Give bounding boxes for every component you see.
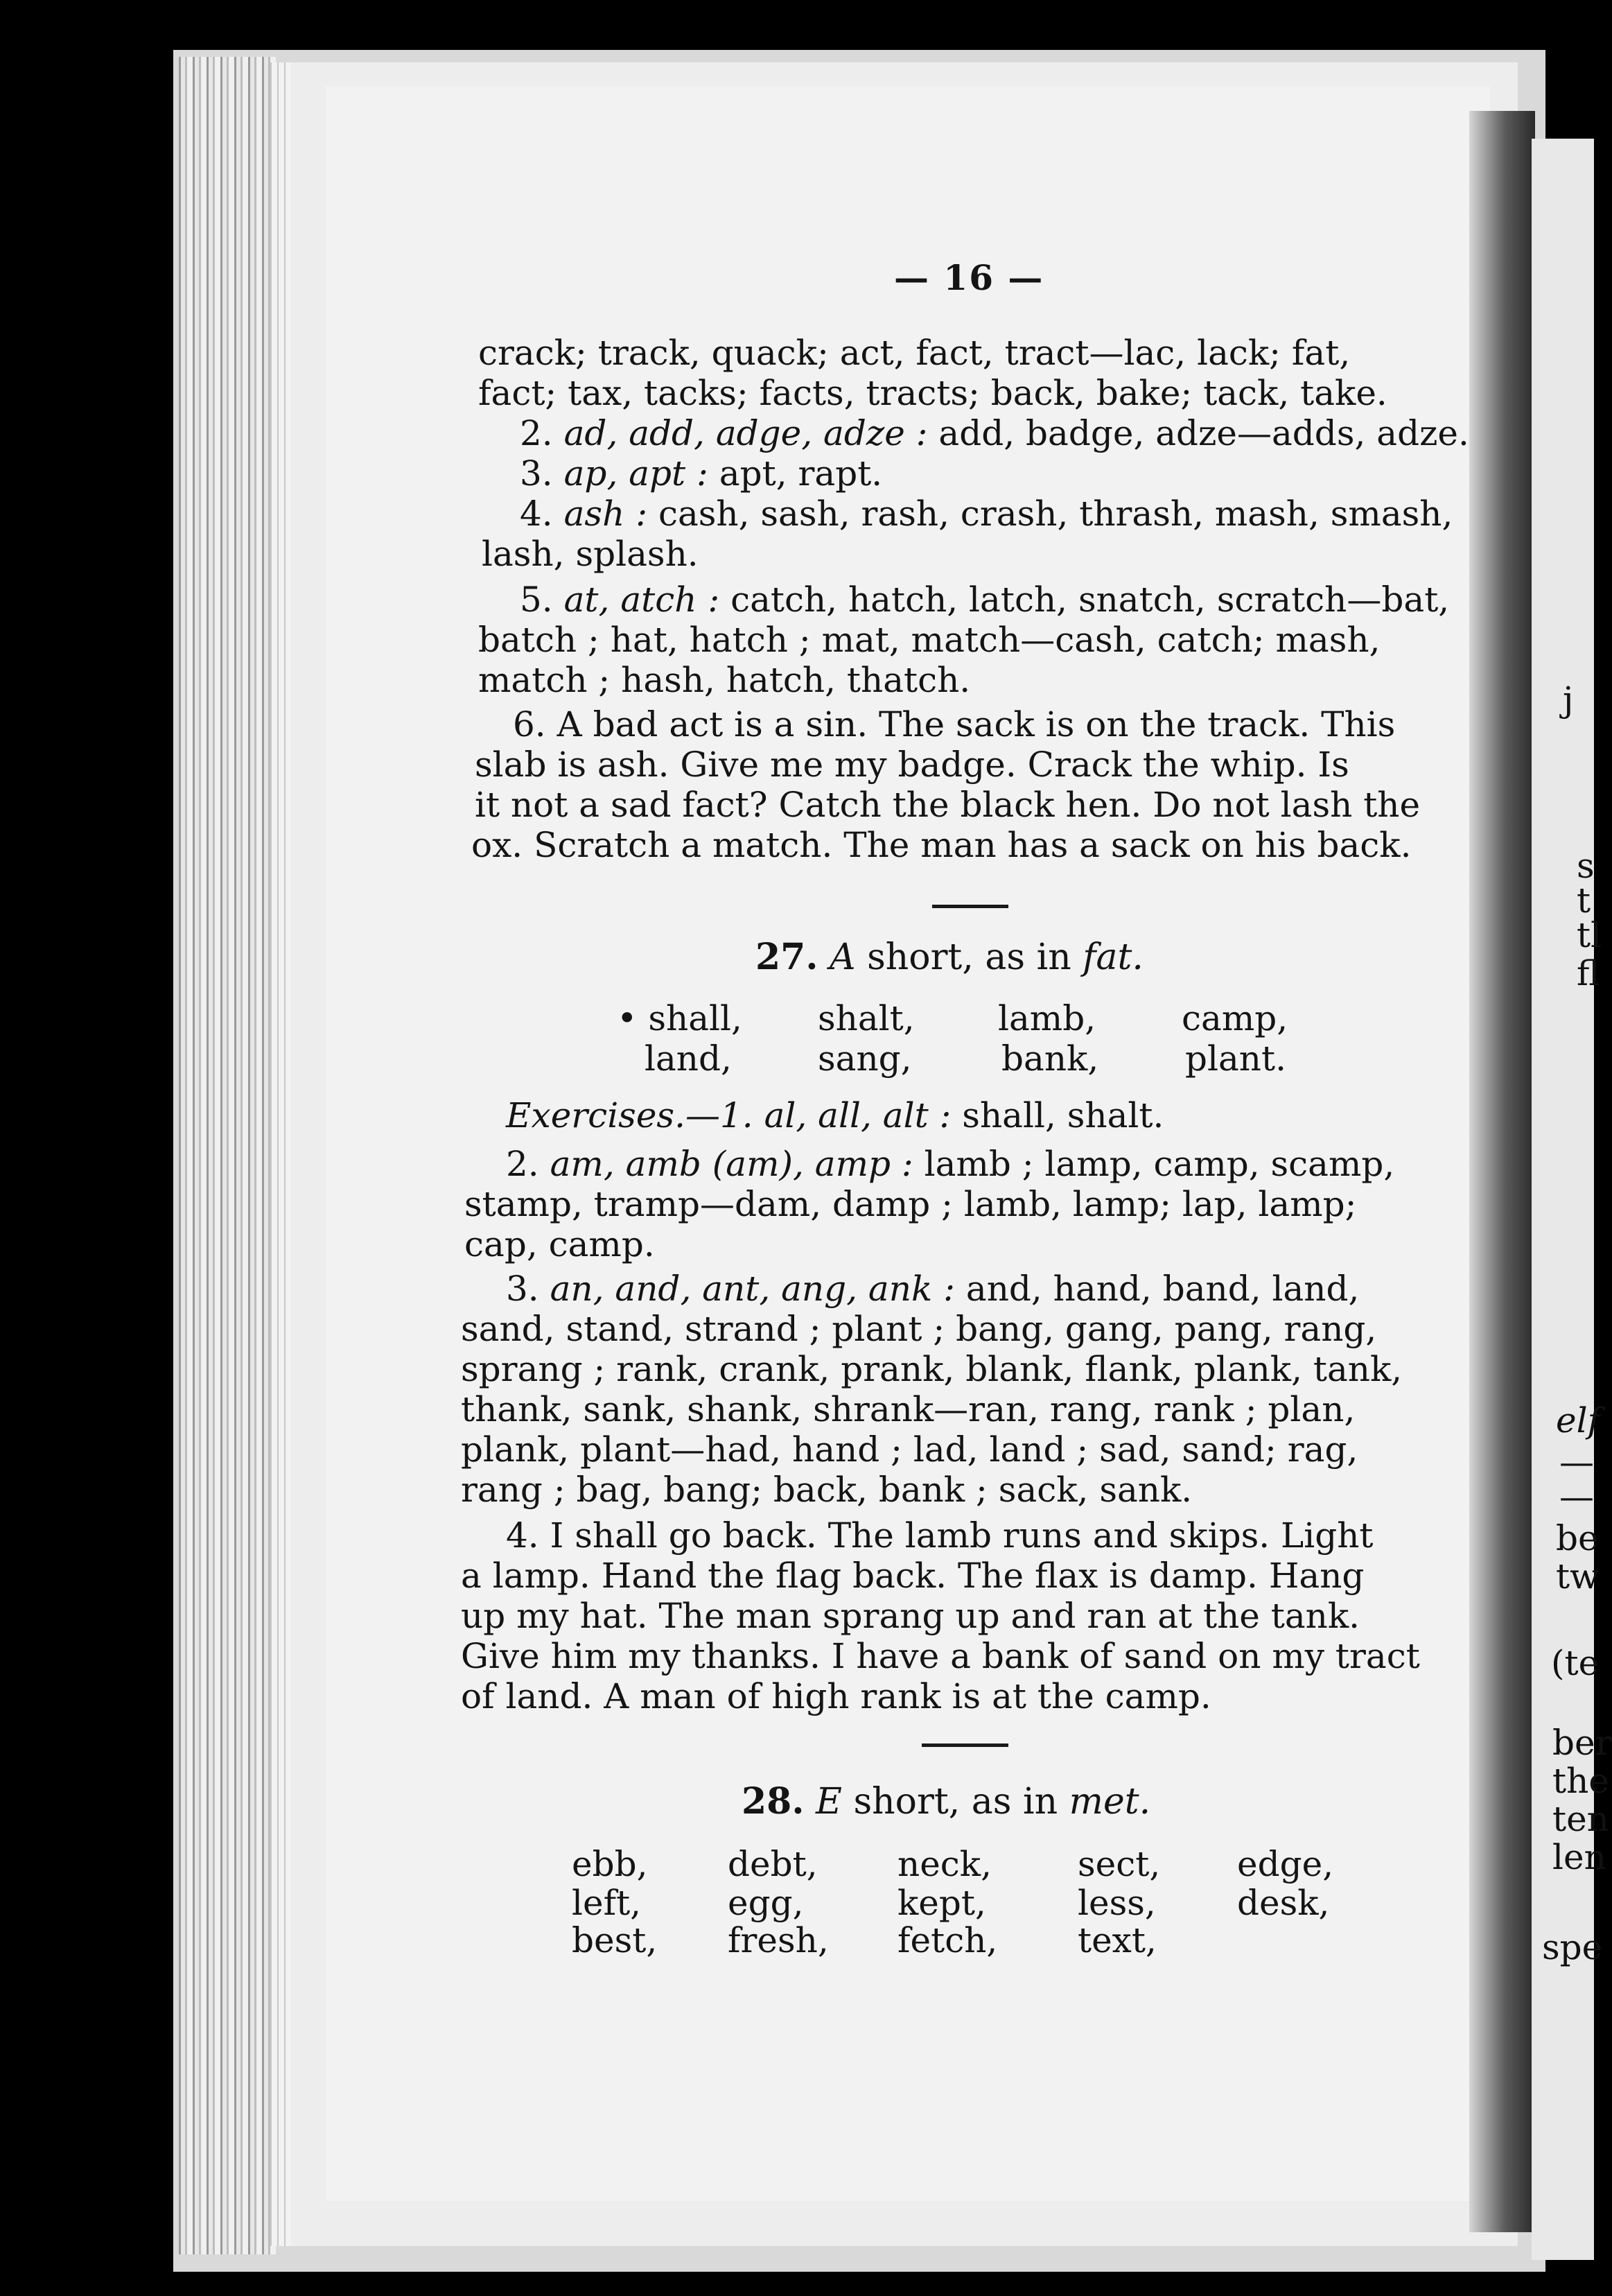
word: kept, — [897, 1883, 986, 1923]
exercise-5: 5. at, atch : catch, hatch, latch, snatch, scratch—bat, — [520, 580, 1450, 620]
word: plant. — [1185, 1038, 1286, 1079]
facing-page-fragment: — — [1559, 1442, 1594, 1482]
page-gutter-shadow — [1469, 111, 1535, 2232]
facing-page-fragment: ten — [1552, 1799, 1609, 1839]
facing-page-fragment: s — [1577, 846, 1595, 886]
text-line: stamp, tramp—dam, damp ; lamb, lamp; lap, lamp; — [464, 1184, 1357, 1224]
section-27-heading: 27. A short, as in fat. — [755, 936, 1144, 978]
word: sang, — [818, 1038, 912, 1079]
exercise-4: 4. ash : cash, sash, rash, crash, thrash, mash, smash, — [520, 494, 1453, 534]
word: desk, — [1237, 1883, 1330, 1923]
text-line: sand, stand, strand ; plant ; bang, gang, pang, rang, — [461, 1309, 1377, 1349]
section-divider — [922, 1743, 1008, 1747]
facing-page-fragment: len — [1552, 1837, 1606, 1877]
exercise-2: 2. ad, add, adge, adze : add, badge, adze—adds, adze. — [520, 413, 1469, 453]
word: neck, — [897, 1844, 992, 1884]
facing-page-fragment: j — [1563, 679, 1574, 720]
word: camp, — [1182, 998, 1288, 1038]
text-line: lash, splash. — [482, 534, 699, 574]
exercise-3: 3. an, and, ant, ang, ank : and, hand, band, land, — [506, 1269, 1360, 1309]
word: • shall, — [617, 998, 742, 1038]
text-line: batch ; hat, hatch ; mat, match—cash, catch; mash, — [478, 620, 1381, 660]
text-line: sprang ; rank, crank, prank, blank, flank, plank, tank, — [461, 1349, 1403, 1389]
page-number: — 16 — — [894, 257, 1044, 298]
text-line: match ; hash, hatch, thatch. — [478, 660, 971, 700]
facing-page-fragment: tw — [1556, 1556, 1600, 1597]
facing-page-fragment: spe — [1542, 1927, 1603, 1967]
word: bank, — [1001, 1038, 1099, 1079]
facing-page-fragment: tl — [1577, 915, 1602, 955]
word: best, — [572, 1920, 658, 1960]
word: sect, — [1078, 1844, 1161, 1884]
text-line: cap, camp. — [464, 1224, 655, 1264]
word: less, — [1078, 1883, 1156, 1923]
text-line: fact; tax, tacks; facts, tracts; back, bake; tack, take. — [478, 373, 1387, 413]
facing-page-fragment: (te — [1551, 1643, 1600, 1683]
word: ebb, — [572, 1844, 648, 1884]
text-line: plank, plant—had, hand ; lad, land ; sad, sand; rag, — [461, 1429, 1358, 1470]
facing-page-fragment: — — [1559, 1477, 1594, 1517]
text-line: 6. A bad act is a sin. The sack is on the track. This — [513, 704, 1396, 745]
facing-page-fragment: ber — [1552, 1723, 1612, 1763]
exercise-2: 2. am, amb (am), amp : lamb ; lamp, camp, scamp, — [506, 1144, 1395, 1184]
text-line: ox. Scratch a match. The man has a sack on his back. — [471, 825, 1412, 865]
word: land, — [645, 1038, 732, 1079]
text-line: slab is ash. Give me my badge. Crack the whip. Is — [475, 745, 1349, 785]
exercise-3: 3. ap, apt : apt, rapt. — [520, 453, 883, 494]
text-line: a lamp. Hand the flag back. The flax is damp. Hang — [461, 1556, 1365, 1596]
section-divider — [932, 905, 1008, 908]
text-line: of land. A man of high rank is at the camp. — [461, 1676, 1211, 1716]
facing-page-fragment: t — [1577, 880, 1591, 921]
facing-page-fragment: be — [1556, 1518, 1599, 1558]
facing-page-fragment: the — [1552, 1761, 1609, 1801]
text-line: Give him my thanks. I have a bank of sand on my tract — [461, 1636, 1420, 1676]
text-line: up my hat. The man sprang up and ran at the tank. — [461, 1596, 1360, 1636]
text-line: it not a sad fact? Catch the black hen. Do not lash the — [475, 785, 1421, 825]
exercises-1: Exercises.—1. al, all, alt : shall, shalt. — [506, 1095, 1164, 1136]
text-line: crack; track, quack; act, fact, tract—lac, lack; fat, — [478, 333, 1351, 373]
word: shalt, — [818, 998, 915, 1038]
word: text, — [1078, 1920, 1157, 1960]
word: lamb, — [998, 998, 1096, 1038]
page-edges — [179, 57, 276, 2254]
word: fresh, — [728, 1920, 829, 1960]
word: fetch, — [897, 1920, 998, 1960]
section-28-heading: 28. E short, as in met. — [742, 1780, 1151, 1823]
text-line: rang ; bag, bang; back, bank ; sack, sank. — [461, 1470, 1193, 1510]
facing-page-fragment: elf — [1556, 1400, 1601, 1441]
word: debt, — [728, 1844, 818, 1884]
text-line: thank, sank, shank, shrank—ran, rang, rank ; plan, — [461, 1389, 1356, 1429]
facing-page-fragment: fl — [1577, 953, 1600, 993]
word: egg, — [728, 1883, 804, 1923]
text-line: 4. I shall go back. The lamb runs and skips. Light — [506, 1515, 1374, 1556]
word: edge, — [1237, 1844, 1334, 1884]
word: left, — [572, 1883, 642, 1923]
